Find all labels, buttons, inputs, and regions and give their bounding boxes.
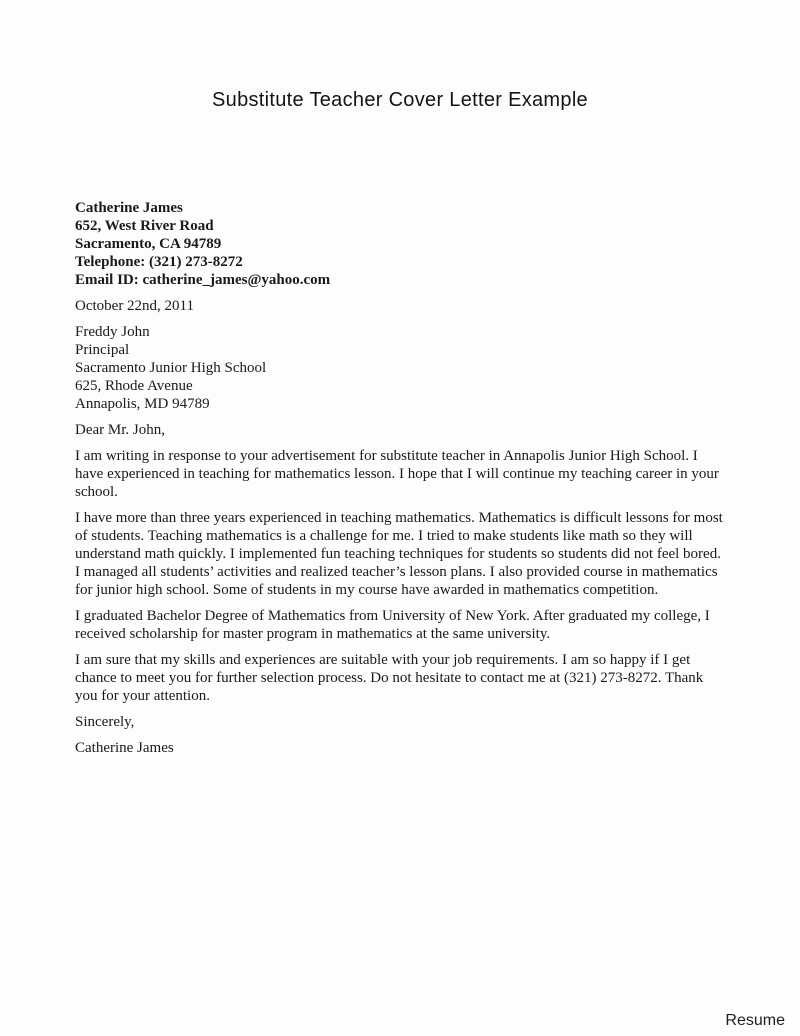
sender-block (75, 199, 728, 289)
paragraph-intro: I am writing in response to your advertisement for substitute teacher in Annapolis Junior High School. I have experienced in teaching for mathematics lesson. I hope that I will continue my teaching career in your school. (75, 448, 719, 500)
recipient-name: Freddy John (75, 324, 150, 340)
recipient-title: Principal (75, 342, 130, 358)
recipient-block (75, 323, 728, 413)
cover-letter (75, 199, 728, 765)
sender-city: Sacramento, CA 94789 (75, 236, 222, 252)
sender-email: Email ID: catherine_james@yahoo.com (75, 272, 331, 288)
resume-link[interactable]: Resume (725, 1012, 785, 1029)
paragraph-education: I graduated Bachelor Degree of Mathematics from University of New York. After graduated my college, I received scholarship for master program in mathematics at the same university. (75, 608, 710, 642)
salutation: Dear Mr. John, (75, 422, 165, 438)
letter-date: October 22nd, 2011 (75, 298, 195, 314)
sender-street: 652, West River Road (75, 218, 214, 234)
paragraph-experience: I have more than three years experienced in teaching mathematics. Mathematics is difficult lessons for most of students. Teaching mathematics is a challenge for me. I tried to make students like math so they will understand math quickly. I implemented fun teaching techniques for students so students did not feel bored. I managed all students’ activities and realized teacher’s lesson plans. I also provided course in mathematics for junior high school. Some of students in my course have awarded in mathematics competition. (75, 510, 723, 598)
sender-name: Catherine James (75, 200, 183, 216)
closing: Sincerely, (75, 714, 135, 730)
sender-telephone: Telephone: (321) 273-8272 (75, 254, 243, 270)
recipient-street: 625, Rhode Avenue (75, 378, 193, 394)
document-title: Substitute Teacher Cover Letter Example (212, 89, 588, 111)
recipient-city: Annapolis, MD 94789 (75, 396, 210, 412)
paragraph-close: I am sure that my skills and experiences are suitable with your job requirements. I am so happy if I get chance to meet you for further selection process. Do not hesitate to contact me at (321) 273-8272. Thank you for your attention. (75, 652, 704, 704)
signature-name: Catherine James (75, 740, 174, 756)
recipient-organization: Sacramento Junior High School (75, 360, 267, 376)
